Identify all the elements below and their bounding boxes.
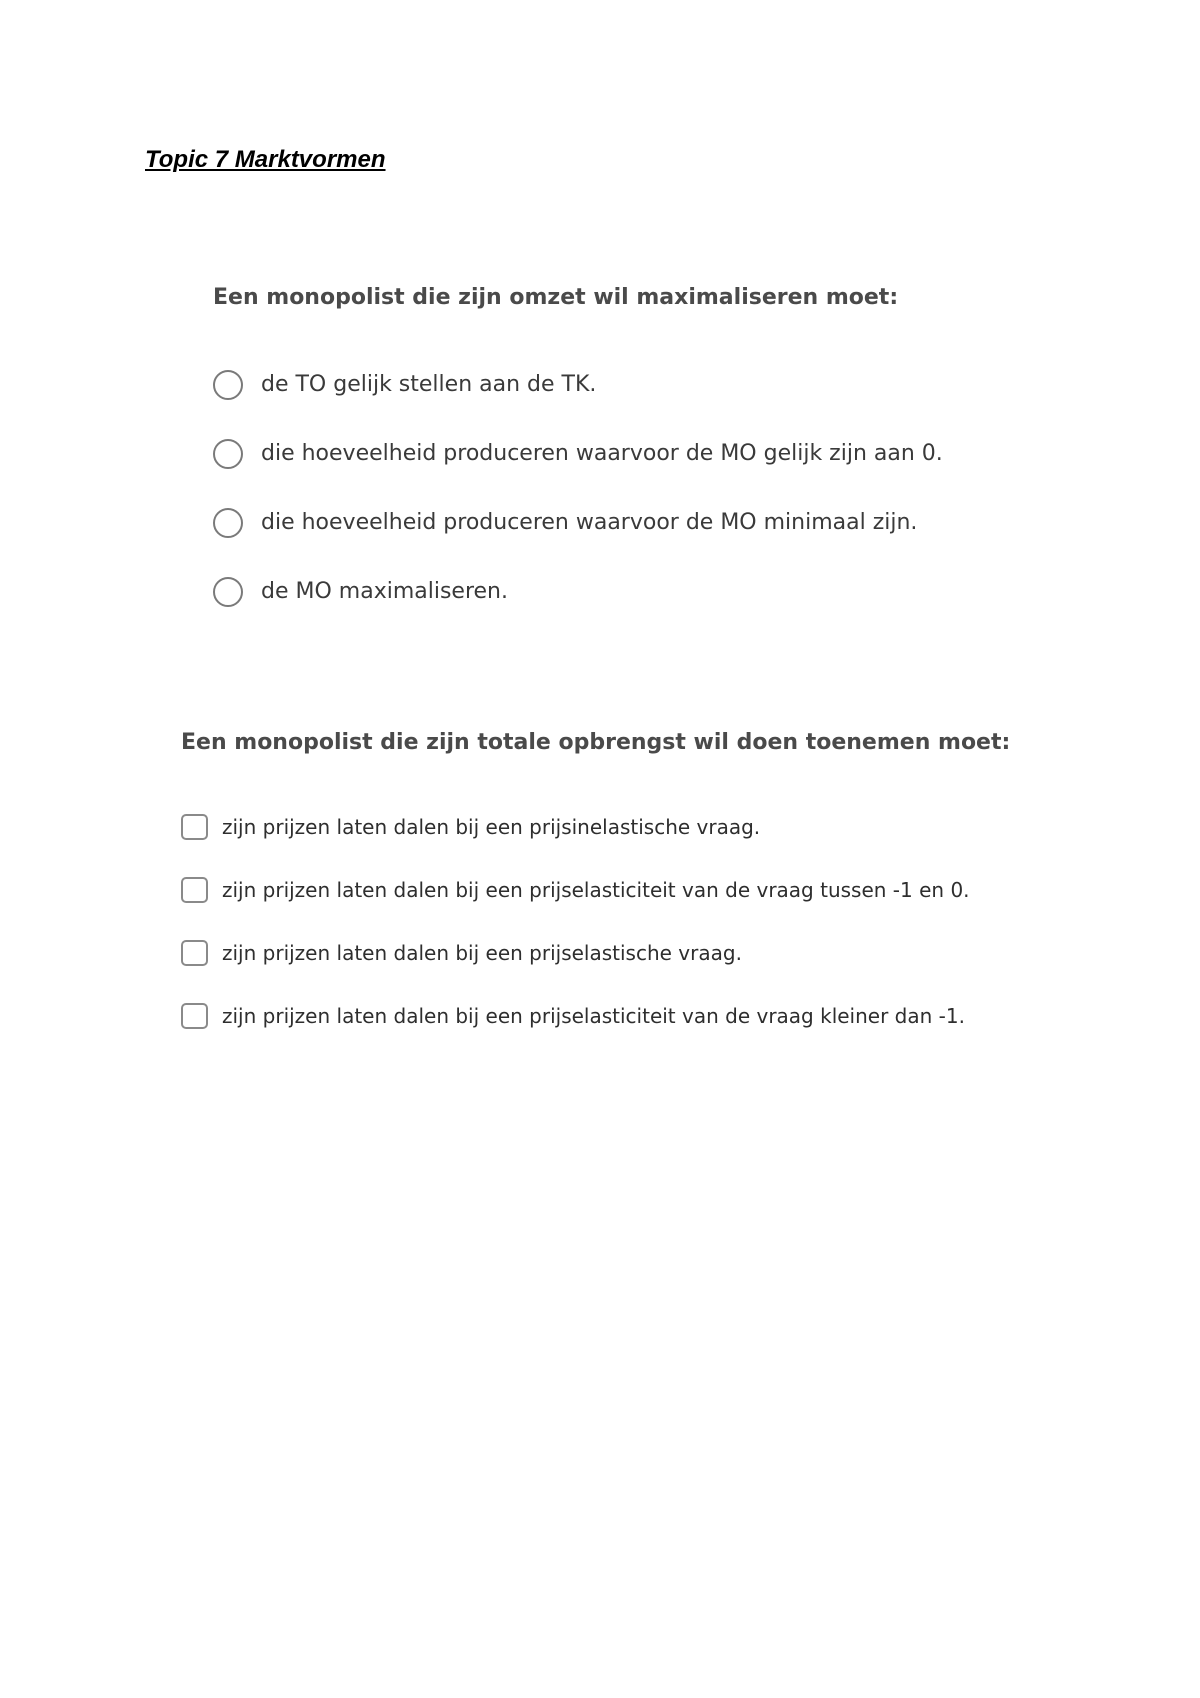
checkbox-option-label: zijn prijzen laten dalen bij een prijselastische vraag. [222,940,742,965]
radio-option-label: de MO maximaliseren. [261,579,508,604]
radio-option-3[interactable] [213,488,943,557]
question-1-prompt: Een monopolist die zijn omzet wil maximaliseren moet: [213,285,899,310]
radio-option-label: die hoeveelheid produceren waarvoor de MO minimaal zijn. [261,510,918,535]
checkbox-icon[interactable] [181,877,208,903]
radio-button-icon[interactable] [213,508,243,538]
checkbox-option-label: zijn prijzen laten dalen bij een prijselasticiteit van de vraag tussen -1 en 0. [222,877,970,902]
question-2-prompt: Een monopolist die zijn totale opbrengst wil doen toenemen moet: [181,730,1011,755]
question-1 [213,285,943,626]
checkbox-option-3[interactable] [181,921,1010,984]
checkbox-option-label: zijn prijzen laten dalen bij een prijselasticiteit van de vraag kleiner dan -1. [222,1003,965,1028]
document-title: Topic 7 Marktvormen [145,146,386,173]
radio-button-icon[interactable] [213,439,243,469]
radio-option-label: de TO gelijk stellen aan de TK. [261,372,597,397]
radio-option-4[interactable] [213,557,943,626]
checkbox-option-1[interactable] [181,795,1010,858]
question-1-options [213,350,943,626]
radio-option-label: die hoeveelheid produceren waarvoor de MO gelijk zijn aan 0. [261,441,943,466]
checkbox-icon[interactable] [181,1003,208,1029]
radio-option-2[interactable] [213,419,943,488]
radio-option-1[interactable] [213,350,943,419]
checkbox-option-label: zijn prijzen laten dalen bij een prijsinelastische vraag. [222,814,761,839]
radio-button-icon[interactable] [213,370,243,400]
checkbox-icon[interactable] [181,940,208,966]
checkbox-option-2[interactable] [181,858,1010,921]
question-2-options [181,795,1010,1047]
question-2 [181,730,1010,1047]
checkbox-option-4[interactable] [181,984,1010,1047]
radio-button-icon[interactable] [213,577,243,607]
checkbox-icon[interactable] [181,814,208,840]
